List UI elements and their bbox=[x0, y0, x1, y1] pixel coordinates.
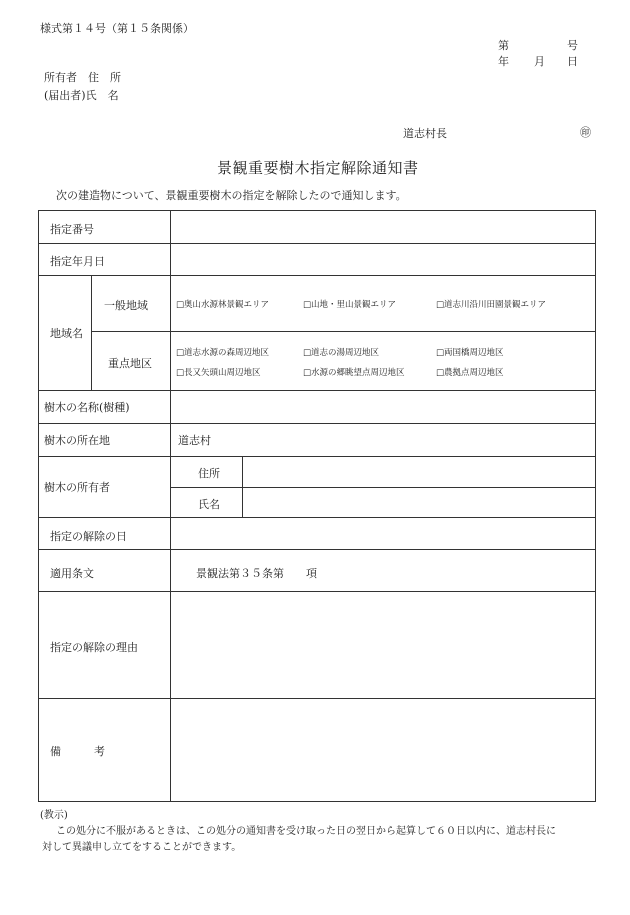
priority-option-1[interactable]: □道志水源の森周辺地区 bbox=[176, 348, 270, 358]
notice-line-1: この処分に不服があるときは、この処分の通知書を受け取った日の翌日から起算して６０日以内に、道志村長に bbox=[56, 826, 556, 837]
release-reason-label: 指定の解除の理由 bbox=[50, 641, 138, 654]
form-number-label: 様式第１４号（第１５条関係） bbox=[40, 22, 194, 35]
designation-date-label: 指定年月日 bbox=[50, 255, 105, 268]
priority-option-6[interactable]: □農拠点周辺地区 bbox=[436, 368, 504, 378]
priority-option-2[interactable]: □道志の湯周辺地区 bbox=[303, 348, 380, 358]
tree-owner-label: 樹木の所有者 bbox=[44, 481, 110, 494]
article-label: 適用条文 bbox=[50, 567, 94, 580]
release-date-label: 指定の解除の日 bbox=[50, 530, 127, 543]
priority-area-label: 重点地区 bbox=[108, 357, 152, 370]
general-option-1[interactable]: □奥山水源林景観エリア bbox=[176, 300, 270, 310]
tree-location-label: 樹木の所在地 bbox=[44, 434, 110, 447]
date-day: 日 bbox=[567, 55, 578, 68]
article-value[interactable]: 景観法第３５条第 項 bbox=[196, 567, 317, 580]
tree-location-value[interactable]: 道志村 bbox=[178, 434, 211, 447]
tree-name-label: 樹木の名称(樹種) bbox=[44, 401, 130, 414]
notice-label: (教示) bbox=[40, 810, 68, 821]
general-area-label: 一般地域 bbox=[104, 299, 148, 312]
form-table bbox=[38, 210, 596, 802]
area-label: 地域名 bbox=[50, 327, 83, 340]
owner-name-label: (届出者)氏 名 bbox=[44, 89, 119, 102]
intro-text: 次の建造物について、景観重要樹木の指定を解除したので通知します。 bbox=[56, 189, 407, 202]
document-number-prefix: 第 bbox=[498, 39, 509, 52]
seal-mark: ㊞ bbox=[580, 126, 591, 139]
document-number-suffix: 号 bbox=[567, 39, 578, 52]
designation-number-label: 指定番号 bbox=[50, 223, 94, 236]
general-option-2[interactable]: □山地・里山景観エリア bbox=[303, 300, 397, 310]
priority-option-5[interactable]: □水源の郷眺望点周辺地区 bbox=[303, 368, 405, 378]
remarks-label: 備 考 bbox=[50, 745, 105, 758]
document-title: 景観重要樹木指定解除通知書 bbox=[217, 159, 419, 177]
priority-option-3[interactable]: □両国橋周辺地区 bbox=[436, 348, 504, 358]
owner-address-label: 所有者 住 所 bbox=[44, 71, 121, 84]
tree-owner-name-label: 氏名 bbox=[198, 498, 220, 511]
mayor-label: 道志村長 bbox=[403, 127, 447, 140]
general-option-3[interactable]: □道志川沿川田園景観エリア bbox=[436, 300, 547, 310]
tree-owner-address-label: 住所 bbox=[198, 467, 220, 480]
date-month: 月 bbox=[534, 55, 545, 68]
notice-line-2: 対して異議申し立てをすることができます。 bbox=[42, 842, 242, 853]
date-year: 年 bbox=[498, 55, 509, 68]
priority-option-4[interactable]: □長又矢頭山周辺地区 bbox=[176, 368, 261, 378]
